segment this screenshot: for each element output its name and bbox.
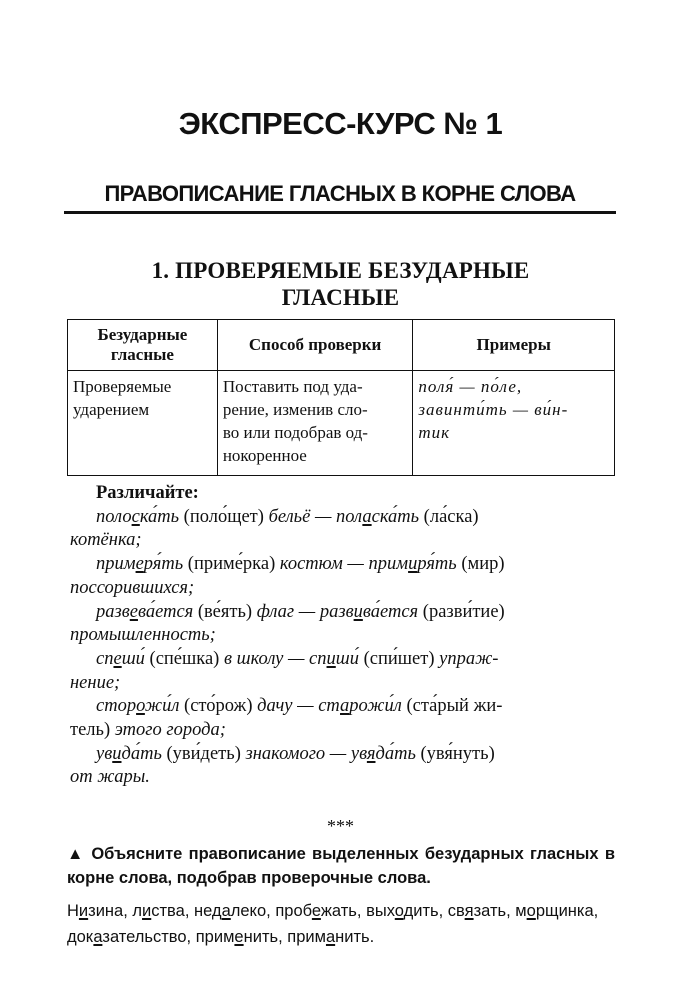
header-vowels-line1: Безударные — [97, 325, 188, 344]
exercise-word — [448, 902, 511, 920]
text: ув — [96, 743, 113, 764]
list-item — [70, 553, 615, 600]
text: св — [447, 902, 465, 920]
text: вых — [366, 902, 395, 920]
list-item — [70, 695, 615, 742]
underlined-letter: о — [136, 696, 145, 717]
check-word: (приме́рка) — [183, 554, 280, 575]
example-text: тик — [418, 423, 451, 442]
word — [70, 602, 193, 622]
section-title: ПРАВОПИСАНИЕ ГЛАСНЫХ В КОРНЕ СЛОВА — [104, 181, 576, 206]
cell-text: ударением — [73, 400, 150, 419]
check-word: (уви́деть) — [161, 743, 246, 764]
check-word: (спи́шет) — [359, 648, 440, 669]
subsection-title-line1: 1. ПРОВЕРЯЕМЫЕ БЕЗУДАРНЫЕ — [151, 258, 530, 283]
text: зина, — [88, 902, 128, 920]
cell-examples — [413, 371, 615, 476]
check-word: (ста́рый жи- — [401, 696, 503, 717]
example-text: поля́ — по́ле, — [418, 377, 523, 396]
text: стор — [96, 696, 137, 717]
text: прим — [195, 928, 235, 946]
text: ва́ется — [137, 601, 194, 622]
text: прим — [287, 928, 326, 946]
text: леко, — [230, 902, 271, 920]
header-method: Способ проверки — [217, 320, 413, 371]
underlined-letter: е — [234, 928, 244, 946]
header-examples: Примеры — [413, 320, 615, 371]
underlined-letter: о — [394, 902, 404, 920]
text: упраж- — [439, 648, 499, 669]
cell-text: нокоренное — [222, 446, 307, 465]
check-word: (спе́шка) — [144, 648, 224, 669]
example-text: завинти́ть — ви́н- — [418, 400, 569, 419]
check-word: (сто́рож) — [179, 696, 258, 717]
underlined-letter: и — [112, 743, 122, 764]
exercise-word — [275, 902, 361, 920]
underlined-letter: и — [78, 902, 89, 920]
check-word: (разви́тие) — [418, 601, 505, 622]
page-title: ЭКСПРЕСС-КУРС № 1 — [178, 106, 503, 141]
text: проб — [275, 902, 312, 920]
header-vowels — [68, 320, 218, 371]
triangle-icon: ▲ — [67, 845, 86, 863]
underlined-letter: а — [362, 506, 372, 527]
underlined-letter: я — [366, 743, 376, 764]
cell-text: рение, изменив сло- — [222, 400, 368, 419]
check-word: тель) — [70, 720, 115, 741]
exercise-word — [366, 902, 443, 920]
text: ши́ — [121, 648, 145, 669]
text: разв — [96, 601, 130, 622]
exercise-word — [196, 928, 283, 946]
task-instruction — [67, 842, 615, 890]
header-vowels-line2: гласные — [110, 345, 174, 364]
text: сп — [96, 648, 114, 669]
word — [70, 649, 145, 669]
cell-text: Проверяемые — [73, 377, 172, 396]
text: м — [515, 902, 527, 920]
underlined-letter: а — [340, 696, 350, 717]
distinguish-block — [70, 482, 615, 790]
exercise-word — [194, 902, 271, 920]
text: дить, — [403, 902, 444, 920]
rules-table — [67, 319, 615, 476]
text: рожи́л — [349, 696, 402, 717]
word — [70, 744, 162, 764]
text: Н — [67, 902, 79, 920]
subsection-title-line2: ГЛАСНЫЕ — [281, 285, 400, 310]
separator: *** — [327, 816, 354, 836]
check-word: (ла́ска) — [419, 506, 479, 527]
text: нед — [194, 902, 222, 920]
text: нить. — [335, 928, 375, 946]
cell-method — [217, 371, 413, 476]
check-word: (поло́щет) — [179, 506, 269, 527]
text: ря́ть — [417, 554, 457, 575]
underlined-letter: и — [142, 902, 152, 920]
word — [70, 507, 179, 527]
task-text: Объясните правописание выделенных безударных гласных в корне слова, подобрав проверочные слова. — [67, 845, 615, 887]
cell-vowels — [68, 371, 218, 476]
check-word: (увя́нуть) — [415, 743, 495, 764]
check-word: (ве́ять) — [193, 601, 257, 622]
cell-text: Поставить под уда- — [222, 377, 363, 396]
text: костюм — прим — [279, 554, 409, 575]
underlined-letter: е — [129, 601, 138, 622]
text: прим — [96, 554, 136, 575]
underlined-letter: е — [135, 554, 144, 575]
text: док — [67, 928, 94, 946]
text: ска́ть — [371, 506, 420, 527]
text: нить, — [243, 928, 283, 946]
list-item — [70, 743, 615, 790]
text: ка́ть — [139, 506, 180, 527]
text: зать, — [473, 902, 511, 920]
text: жать, — [320, 902, 362, 920]
underlined-letter: а — [221, 902, 231, 920]
distinguish-label: Различайте: — [96, 483, 199, 503]
text: знакомого — ув — [245, 743, 367, 764]
underlined-letter: е — [113, 648, 122, 669]
word — [70, 696, 179, 716]
text: в школу — сп — [223, 648, 327, 669]
text: жи́л — [144, 696, 180, 717]
table-row — [68, 371, 615, 476]
text: рщинка, — [535, 902, 599, 920]
underlined-letter: и — [408, 554, 418, 575]
exercise-word — [287, 928, 374, 946]
text: от жары. — [70, 767, 150, 788]
underlined-letter: а — [325, 928, 336, 946]
underlined-letter: о — [526, 902, 536, 920]
text: да́ть — [121, 743, 162, 764]
underlined-letter: я — [464, 902, 474, 920]
text: промышленность; — [70, 625, 216, 646]
text: этого города; — [114, 720, 226, 741]
text: ства, — [151, 902, 190, 920]
cell-text: во или подобрав од- — [222, 423, 368, 442]
text: бельё — пол — [268, 506, 363, 527]
exercise-words — [67, 898, 615, 950]
text: котёнка; — [70, 530, 142, 551]
text: дачу — ст — [257, 696, 341, 717]
text: ва́ется — [362, 601, 419, 622]
list-item — [70, 506, 615, 553]
underlined-letter: е — [311, 902, 321, 920]
text: поло — [96, 506, 132, 527]
exercise-word — [132, 902, 189, 920]
underlined-letter: с — [131, 506, 140, 527]
table-header-row — [68, 320, 615, 371]
underlined-letter: и — [353, 601, 363, 622]
subsection-title — [0, 257, 681, 311]
text: да́ть — [375, 743, 416, 764]
section-title-box — [64, 181, 616, 214]
exercise-word — [67, 928, 191, 946]
word — [70, 554, 183, 574]
list-item — [70, 601, 615, 648]
list-item — [70, 648, 615, 695]
check-word: (мир) — [456, 554, 505, 575]
text: ши́ — [335, 648, 359, 669]
exercise-word — [67, 902, 128, 920]
text: поссорившихся; — [70, 577, 195, 598]
text: л — [132, 902, 143, 920]
text: флаг — разв — [256, 601, 354, 622]
underlined-letter: и — [326, 648, 336, 669]
underlined-letter: а — [93, 928, 103, 946]
text: зательство, — [102, 928, 192, 946]
text: нение; — [70, 672, 121, 693]
exercise-word — [515, 902, 598, 920]
text: ря́ть — [143, 554, 184, 575]
